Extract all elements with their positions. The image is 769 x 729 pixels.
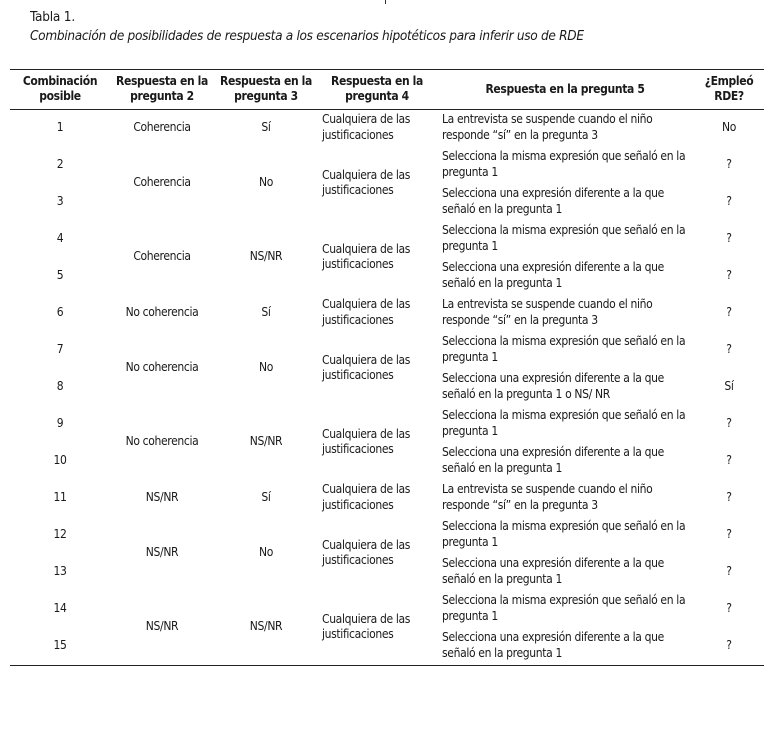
header-pregunta-3: Respuesta en la pregunta 3 (220, 74, 312, 103)
cell-pregunta-5: Selecciona una expresión diferente a la que señaló en la pregunta 1 (442, 260, 664, 290)
table-row (10, 406, 764, 443)
cell-pregunta-5: Selecciona la misma expresión que señaló en la pregunta 1 (442, 519, 686, 549)
cell-pregunta-3: No (259, 175, 273, 190)
cell-empleo-rde: ? (726, 267, 732, 282)
table-body (10, 110, 764, 666)
cell-empleo-rde: ? (726, 526, 732, 541)
cell-pregunta-5: Selecciona una expresión diferente a la que señaló en la pregunta 1 (442, 445, 664, 475)
cell-empleo-rde: ? (726, 637, 732, 652)
cell-empleo-rde: ? (726, 156, 732, 171)
cell-pregunta-5: Selecciona la misma expresión que señaló en la pregunta 1 (442, 334, 686, 364)
cell-pregunta-3: Sí (261, 489, 271, 504)
table-row (10, 332, 764, 369)
cell-pregunta-4: Cualquiera de las justificaciones (322, 537, 411, 567)
cell-pregunta-2: No coherencia (125, 304, 199, 319)
header-pregunta-2: Respuesta en la pregunta 2 (116, 74, 208, 103)
table-title: Combinación de posibilidades de respuesta a los escenarios hipotéticos para inferir uso de RDE (30, 28, 584, 44)
cell-pregunta-5: Selecciona la misma expresión que señaló en la pregunta 1 (442, 408, 686, 438)
cell-pregunta-5: Selecciona una expresión diferente a la que señaló en la pregunta 1 (442, 186, 664, 216)
header-pregunta-5: Respuesta en la pregunta 5 (485, 81, 645, 96)
cell-combinacion: 8 (56, 378, 64, 393)
table-row (10, 147, 764, 184)
cell-combinacion: 3 (56, 193, 64, 208)
cell-pregunta-3: Sí (261, 119, 271, 134)
cell-empleo-rde: ? (726, 452, 732, 467)
header-combinacion: Combinación posible (22, 74, 98, 103)
table-row (10, 517, 764, 554)
cell-combinacion: 14 (53, 600, 67, 615)
cell-combinacion: 2 (56, 156, 64, 171)
cell-pregunta-4: Cualquiera de las justificaciones (322, 482, 411, 512)
cell-pregunta-3: Sí (261, 304, 271, 319)
cell-pregunta-4: Cualquiera de las justificaciones (322, 167, 411, 197)
cell-combinacion: 10 (53, 452, 67, 467)
cell-pregunta-2: NS/NR (145, 619, 179, 634)
cell-pregunta-5: Selecciona una expresión diferente a la que señaló en la pregunta 1 (442, 556, 664, 586)
cell-empleo-rde: ? (726, 230, 732, 245)
cell-pregunta-4: Cualquiera de las justificaciones (322, 426, 411, 456)
table-row (10, 110, 764, 148)
cell-empleo-rde: ? (726, 341, 732, 356)
cell-pregunta-4: Cualquiera de las justificaciones (322, 611, 411, 641)
cell-pregunta-2: Coherencia (133, 249, 191, 264)
cell-empleo-rde: Sí (724, 378, 734, 393)
cell-pregunta-5: Selecciona la misma expresión que señaló en la pregunta 1 (442, 593, 686, 623)
cell-pregunta-5: Selecciona una expresión diferente a la que señaló en la pregunta 1 (442, 630, 664, 660)
cell-pregunta-4: Cualquiera de las justificaciones (322, 112, 411, 142)
cell-empleo-rde: ? (726, 193, 732, 208)
cell-pregunta-5: Selecciona la misma expresión que señaló en la pregunta 1 (442, 149, 686, 179)
cell-pregunta-3: NS/NR (249, 619, 283, 634)
page-edge-mark (385, 0, 386, 4)
table-header-row (10, 70, 764, 110)
table-label: Tabla 1. (30, 9, 75, 25)
cell-pregunta-3: No (259, 360, 273, 375)
cell-combinacion: 11 (53, 489, 67, 504)
cell-pregunta-3: NS/NR (249, 249, 283, 264)
cell-empleo-rde: ? (726, 600, 732, 615)
cell-combinacion: 13 (53, 563, 67, 578)
cell-pregunta-2: Coherencia (133, 119, 191, 134)
table-row (10, 591, 764, 628)
cell-combinacion: 15 (53, 637, 67, 652)
cell-combinacion: 4 (56, 230, 64, 245)
cell-pregunta-2: NS/NR (145, 489, 179, 504)
cell-pregunta-4: Cualquiera de las justificaciones (322, 297, 411, 327)
cell-pregunta-2: NS/NR (145, 545, 179, 560)
table-row (10, 295, 764, 332)
cell-empleo-rde: No (722, 119, 736, 134)
cell-combinacion: 7 (56, 341, 64, 356)
header-pregunta-4: Respuesta en la pregunta 4 (331, 74, 423, 103)
cell-combinacion: 5 (56, 267, 64, 282)
response-combinations-table (10, 69, 764, 666)
cell-combinacion: 12 (53, 526, 67, 541)
cell-empleo-rde: ? (726, 415, 732, 430)
cell-empleo-rde: ? (726, 304, 732, 319)
cell-pregunta-4: Cualquiera de las justificaciones (322, 241, 411, 271)
cell-pregunta-4: Cualquiera de las justificaciones (322, 352, 411, 382)
table-caption (30, 9, 760, 46)
cell-pregunta-2: Coherencia (133, 175, 191, 190)
table-row (10, 221, 764, 258)
cell-pregunta-3: NS/NR (249, 434, 283, 449)
cell-pregunta-5: La entrevista se suspende cuando el niño responde “sí” en la pregunta 3 (442, 297, 653, 327)
table-row (10, 480, 764, 517)
cell-pregunta-5: Selecciona una expresión diferente a la que señaló en la pregunta 1 o NS/ NR (442, 371, 664, 401)
cell-pregunta-3: No (259, 545, 273, 560)
cell-combinacion: 6 (56, 304, 64, 319)
cell-empleo-rde: ? (726, 489, 732, 504)
cell-pregunta-5: Selecciona la misma expresión que señaló en la pregunta 1 (442, 223, 686, 253)
cell-pregunta-2: No coherencia (125, 434, 199, 449)
cell-pregunta-2: No coherencia (125, 360, 199, 375)
cell-combinacion: 9 (56, 415, 64, 430)
cell-empleo-rde: ? (726, 563, 732, 578)
cell-pregunta-5: La entrevista se suspende cuando el niño responde “sí” en la pregunta 3 (442, 482, 653, 512)
header-empleo-rde: ¿Empleó RDE? (704, 74, 754, 103)
cell-pregunta-5: La entrevista se suspende cuando el niño responde “sí” en la pregunta 3 (442, 112, 653, 142)
cell-combinacion: 1 (56, 119, 64, 134)
